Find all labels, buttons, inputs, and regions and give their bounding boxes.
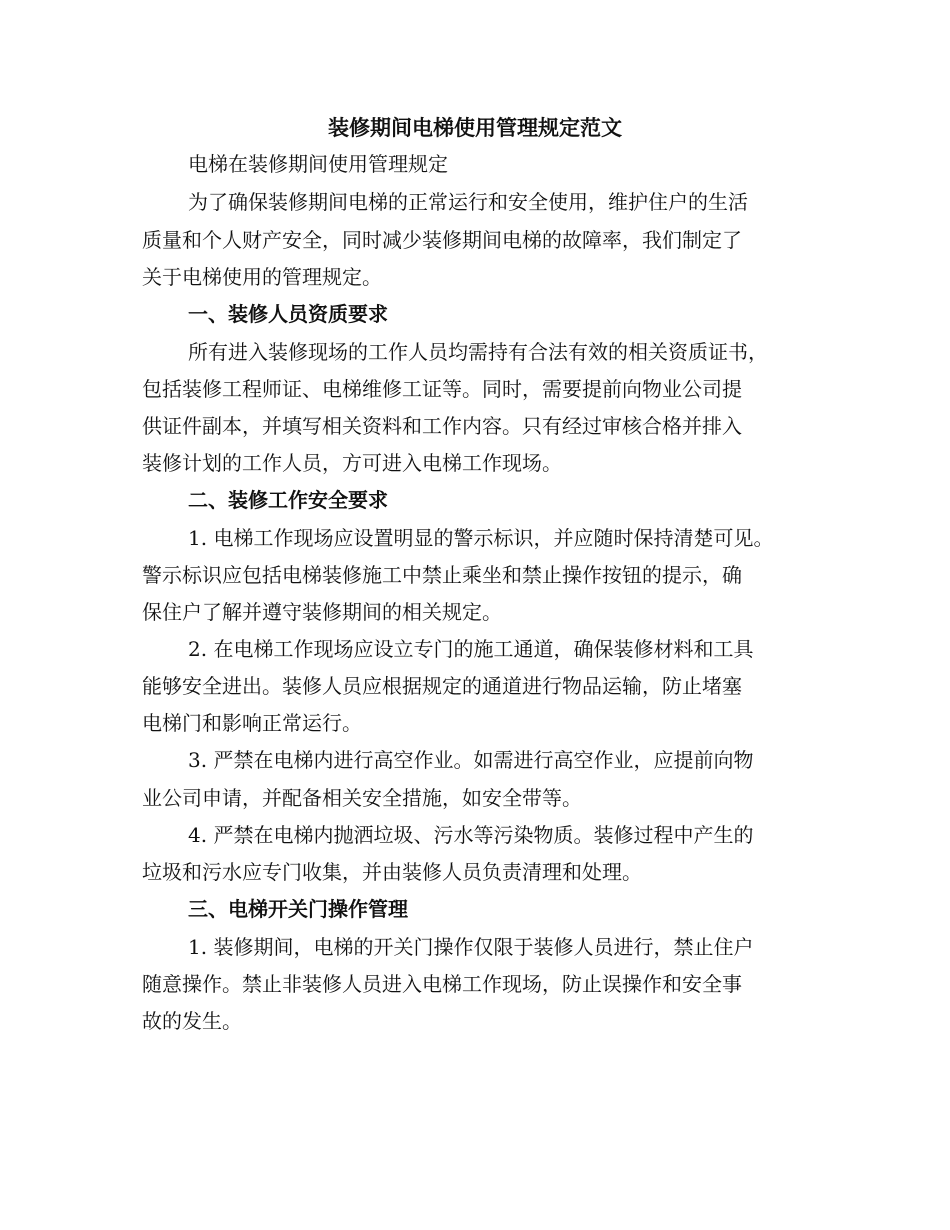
paragraph-line: 装修计划的工作人员，方可进入电梯工作现场。 xyxy=(142,451,562,475)
list-item-line: 能够安全进出。装修人员应根据规定的通道进行物品运输，防止堵塞 xyxy=(142,674,742,698)
paragraph-line: 供证件副本，并填写相关资料和工作内容。只有经过审核合格并排入 xyxy=(142,414,742,438)
list-item-line: 随意操作。禁止非装修人员进入电梯工作现场，防止误操作和安全事 xyxy=(142,972,742,996)
paragraph-line: 质量和个人财产安全，同时减少装修期间电梯的故障率，我们制定了 xyxy=(142,228,742,252)
paragraph-line: 关于电梯使用的管理规定。 xyxy=(142,265,382,289)
paragraph-line: 为了确保装修期间电梯的正常运行和安全使用，维护住户的生活 xyxy=(188,190,748,214)
list-item-line: 故的发生。 xyxy=(142,1009,242,1033)
list-item-line: 3. 严禁在电梯内进行高空作业。如需进行高空作业，应提前向物 xyxy=(188,748,754,772)
list-item-line: 2. 在电梯工作现场应设立专门的施工通道，确保装修材料和工具 xyxy=(188,637,754,661)
list-item-line: 电梯门和影响正常运行。 xyxy=(142,711,362,735)
document-title: 装修期间电梯使用管理规定范文 xyxy=(328,116,622,140)
section-heading: 三、电梯开关门操作管理 xyxy=(188,897,408,921)
document-subtitle: 电梯在装修期间使用管理规定 xyxy=(188,152,448,176)
list-item-line: 垃圾和污水应专门收集，并由装修人员负责清理和处理。 xyxy=(142,860,642,884)
list-item-line: 1. 装修期间，电梯的开关门操作仅限于装修人员进行，禁止住户 xyxy=(188,935,754,959)
list-item-line: 4. 严禁在电梯内抛洒垃圾、污水等污染物质。装修过程中产生的 xyxy=(188,823,754,847)
paragraph-line: 所有进入装修现场的工作人员均需持有合法有效的相关资质证书， xyxy=(188,340,768,364)
section-heading: 一、装修人员资质要求 xyxy=(188,302,388,326)
list-item-line: 业公司申请，并配备相关安全措施，如安全带等。 xyxy=(142,786,582,810)
section-heading: 二、装修工作安全要求 xyxy=(188,488,388,512)
list-item-line: 警示标识应包括电梯装修施工中禁止乘坐和禁止操作按钮的提示，确 xyxy=(142,563,742,587)
list-item-line: 1. 电梯工作现场应设置明显的警示标识，并应随时保持清楚可见。 xyxy=(188,526,774,550)
paragraph-line: 包括装修工程师证、电梯维修工证等。同时，需要提前向物业公司提 xyxy=(142,377,742,401)
list-item-line: 保住户了解并遵守装修期间的相关规定。 xyxy=(142,600,502,624)
